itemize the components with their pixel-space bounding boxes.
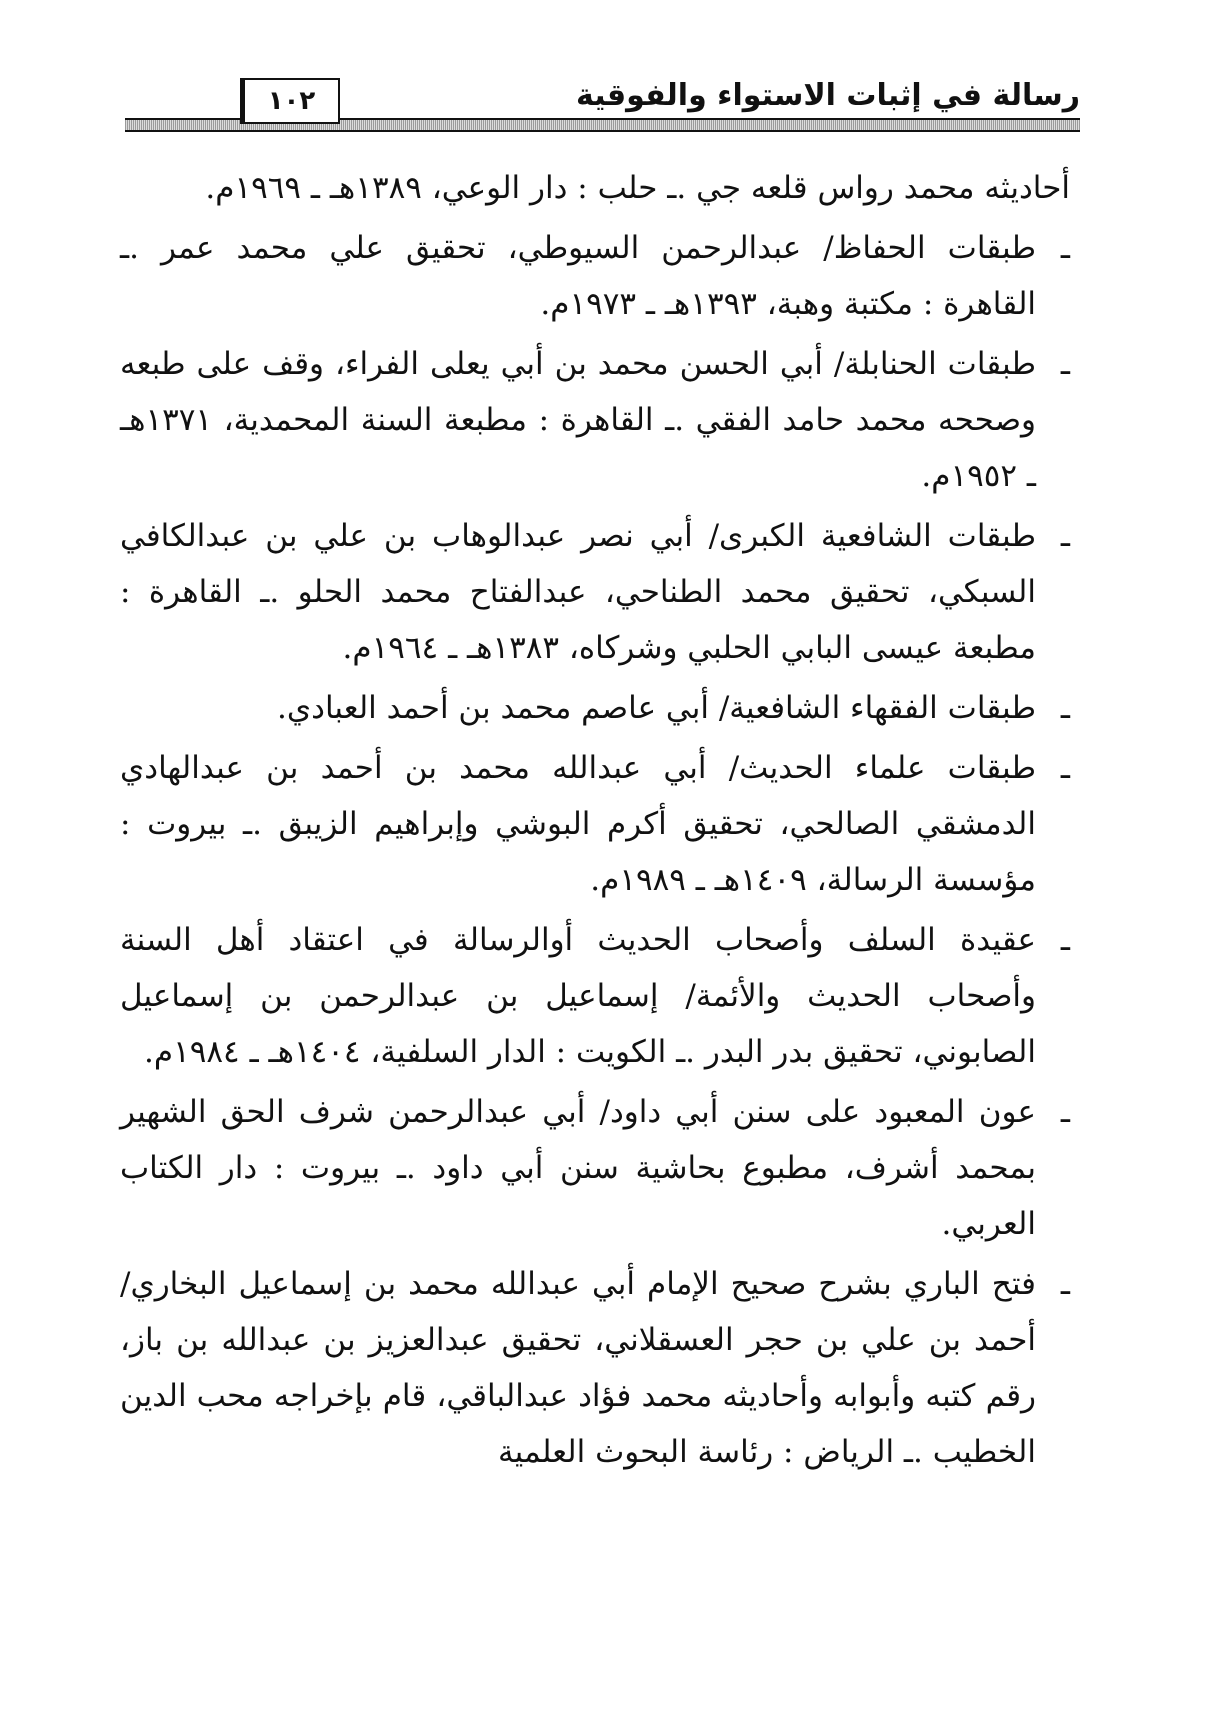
running-title: رسالة في إثبات الاستواء والفوقية bbox=[576, 78, 1080, 113]
entry-dash: ـ bbox=[1060, 1266, 1070, 1302]
bibliography-entry bbox=[120, 740, 1070, 908]
entry-text: طبقات الحفاظ/ عبدالرحمن السيوطي، تحقيق علي محمد عمر .ـ القاهرة : مكتبة وهبة، ١٣٩٣هـ ـ ١٩٧٣م. bbox=[120, 230, 1036, 322]
entry-text: طبقات علماء الحديث/ أبي عبدالله محمد بن أحمد بن عبدالهادي الدمشقي الصالحي، تحقيق أكرم البوشي وإبراهيم الزيبق .ـ بيروت : مؤسسة الرسالة، ١٤٠٩هـ ـ ١٩٨٩م. bbox=[120, 750, 1036, 898]
entry-dash: ـ bbox=[1060, 922, 1070, 958]
page-number: ١٠٢ bbox=[240, 78, 340, 124]
entry-text: طبقات الفقهاء الشافعية/ أبي عاصم محمد بن أحمد العبادي. bbox=[277, 690, 1036, 726]
entry-dash: ـ bbox=[1060, 518, 1070, 554]
bibliography-list bbox=[120, 160, 1070, 1484]
entry-dash: ـ bbox=[1060, 230, 1070, 266]
entry-text: طبقات الشافعية الكبرى/ أبي نصر عبدالوهاب بن علي بن عبدالكافي السبكي، تحقيق محمد الطناحي، عبدالفتاح محمد الحلو .ـ القاهرة : مطبعة عيسى البابي الحلبي وشركاه، ١٣٨٣هـ ـ ١٩٦٤م. bbox=[120, 518, 1036, 666]
entry-text: فتح الباري بشرح صحيح الإمام أبي عبدالله محمد بن إسماعيل البخاري/ أحمد بن علي بن حجر العسقلاني، تحقيق عبدالعزيز بن عبدالله بن باز، رقم كتبه وأبوابه وأحاديثه محمد فؤاد عبدالباقي، قام بإخراجه محب الدين الخطيب .ـ الرياض : رئاسة البحوث العلمية bbox=[120, 1266, 1036, 1470]
bibliography-entry bbox=[120, 1084, 1070, 1252]
entry-text: أحاديثه محمد رواس قلعه جي .ـ حلب : دار الوعي، ١٣٨٩هـ ـ ١٩٦٩م. bbox=[205, 170, 1070, 206]
entry-dash: ـ bbox=[1060, 346, 1070, 382]
bibliography-entry bbox=[120, 220, 1070, 332]
entry-text: عون المعبود على سنن أبي داود/ أبي عبدالرحمن شرف الحق الشهير بمحمد أشرف، مطبوع بحاشية سنن أبي داود .ـ بيروت : دار الكتاب العربي. bbox=[120, 1094, 1036, 1242]
entry-text: عقيدة السلف وأصحاب الحديث أوالرسالة في اعتقاد أهل السنة وأصحاب الحديث والأئمة/ إسماعيل بن عبدالرحمن بن إسماعيل الصابوني، تحقيق بدر البدر .ـ الكويت : الدار السلفية، ١٤٠٤هـ ـ ١٩٨٤م. bbox=[120, 922, 1036, 1070]
page-header bbox=[125, 70, 1080, 132]
entry-text: طبقات الحنابلة/ أبي الحسن محمد بن أبي يعلى الفراء، وقف على طبعه وصححه محمد حامد الفقي .ـ القاهرة : مطبعة السنة المحمدية، ١٣٧١هـ ـ ١٩٥٢م. bbox=[120, 346, 1036, 494]
bibliography-entry bbox=[120, 1256, 1070, 1480]
bibliography-entry bbox=[120, 160, 1070, 216]
entry-dash: ـ bbox=[1060, 750, 1070, 786]
bibliography-entry bbox=[120, 680, 1070, 736]
entry-dash: ـ bbox=[1060, 690, 1070, 726]
bibliography-entry bbox=[120, 336, 1070, 504]
bibliography-entry bbox=[120, 912, 1070, 1080]
bibliography-entry bbox=[120, 508, 1070, 676]
entry-dash: ـ bbox=[1060, 1094, 1070, 1130]
